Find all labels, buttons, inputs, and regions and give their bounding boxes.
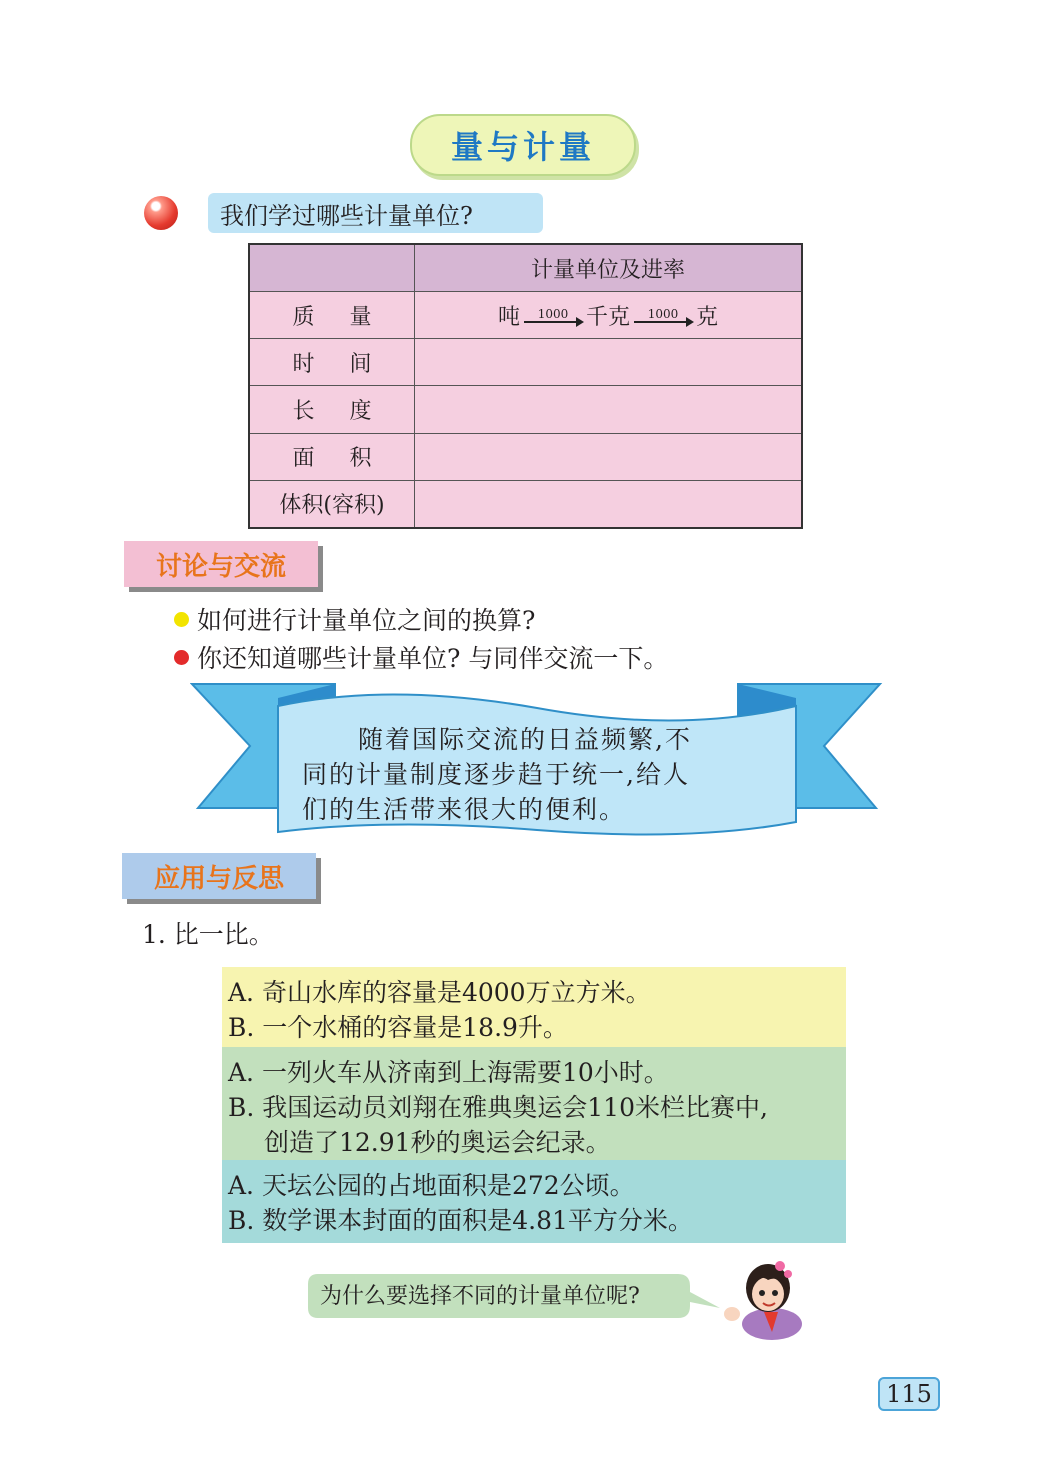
table-row (249, 433, 802, 480)
comparison-line: B. 我国运动员刘翔在雅典奥运会110米栏比赛中, (228, 1093, 768, 1122)
red-dot-icon (174, 650, 189, 665)
units-table (248, 243, 803, 529)
table-header-cell: 计量单位及进率 (415, 244, 803, 292)
comparison-line: A. 天坛公园的占地面积是272公顷。 (228, 1171, 635, 1200)
unit-gram: 克 (696, 304, 719, 330)
comparison-box-time (222, 1047, 846, 1160)
bullet-text: 你还知道哪些计量单位? 与同伴交流一下。 (197, 644, 669, 673)
list-item (174, 639, 668, 675)
comparison-line: B. 数学课本封面的面积是4.81平方分米。 (228, 1206, 693, 1235)
table-row (249, 480, 802, 528)
empty-cell (415, 386, 803, 433)
girl-character-icon (720, 1258, 810, 1340)
rate-arrow-icon (634, 308, 692, 323)
unit-kilogram: 千克 (585, 304, 630, 330)
empty-cell (415, 480, 803, 528)
banner-line: 同的计量制度逐步趋于统一,给人 (302, 760, 690, 789)
comparison-box-capacity (222, 967, 846, 1047)
table-row (249, 292, 802, 339)
comparison-line: B. 一个水桶的容量是18.9升。 (228, 1013, 568, 1042)
bullet-text: 如何进行计量单位之间的换算? (197, 606, 536, 635)
banner-text (302, 722, 772, 827)
red-ball-icon (144, 196, 178, 230)
page-title: 量与计量 (410, 114, 636, 176)
application-label: 应用与反思 (122, 853, 316, 899)
row-label-volume: 体积(容积) (249, 480, 415, 528)
empty-cell (415, 339, 803, 386)
unit-ton: 吨 (497, 304, 520, 330)
discussion-label: 讨论与交流 (124, 541, 318, 587)
table-row (249, 339, 802, 386)
table-row (249, 386, 802, 433)
page-number: 115 (878, 1377, 940, 1411)
list-item (174, 601, 535, 637)
row-label-time: 时 间 (249, 339, 415, 386)
row-label-mass: 质 量 (249, 292, 415, 339)
comparison-line: 创造了12.91秒的奥运会纪录。 (264, 1128, 611, 1157)
comparison-line: A. 奇山水库的容量是4000万立方米。 (228, 978, 651, 1007)
rate-label: 1000 (537, 306, 569, 321)
row-label-length: 长 度 (249, 386, 415, 433)
row-label-area: 面 积 (249, 433, 415, 480)
rate-label: 1000 (647, 306, 679, 321)
mass-conversion (498, 300, 718, 331)
exercise-title: 1. 比一比。 (142, 920, 274, 949)
rate-arrow-icon (524, 308, 582, 323)
comparison-line: A. 一列火车从济南到上海需要10小时。 (228, 1058, 669, 1087)
speech-text: 为什么要选择不同的计量单位呢? (320, 1284, 640, 1309)
table-header-empty (249, 244, 415, 292)
banner-line: 们的生活带来很大的便利。 (302, 795, 627, 824)
yellow-dot-icon (174, 612, 189, 627)
banner-line: 随着国际交流的日益频繁,不 (358, 725, 692, 754)
table-header-row (249, 244, 802, 292)
mass-conversion-cell (415, 292, 803, 339)
question-label: 我们学过哪些计量单位? (208, 193, 543, 233)
empty-cell (415, 433, 803, 480)
comparison-box-area (222, 1160, 846, 1243)
